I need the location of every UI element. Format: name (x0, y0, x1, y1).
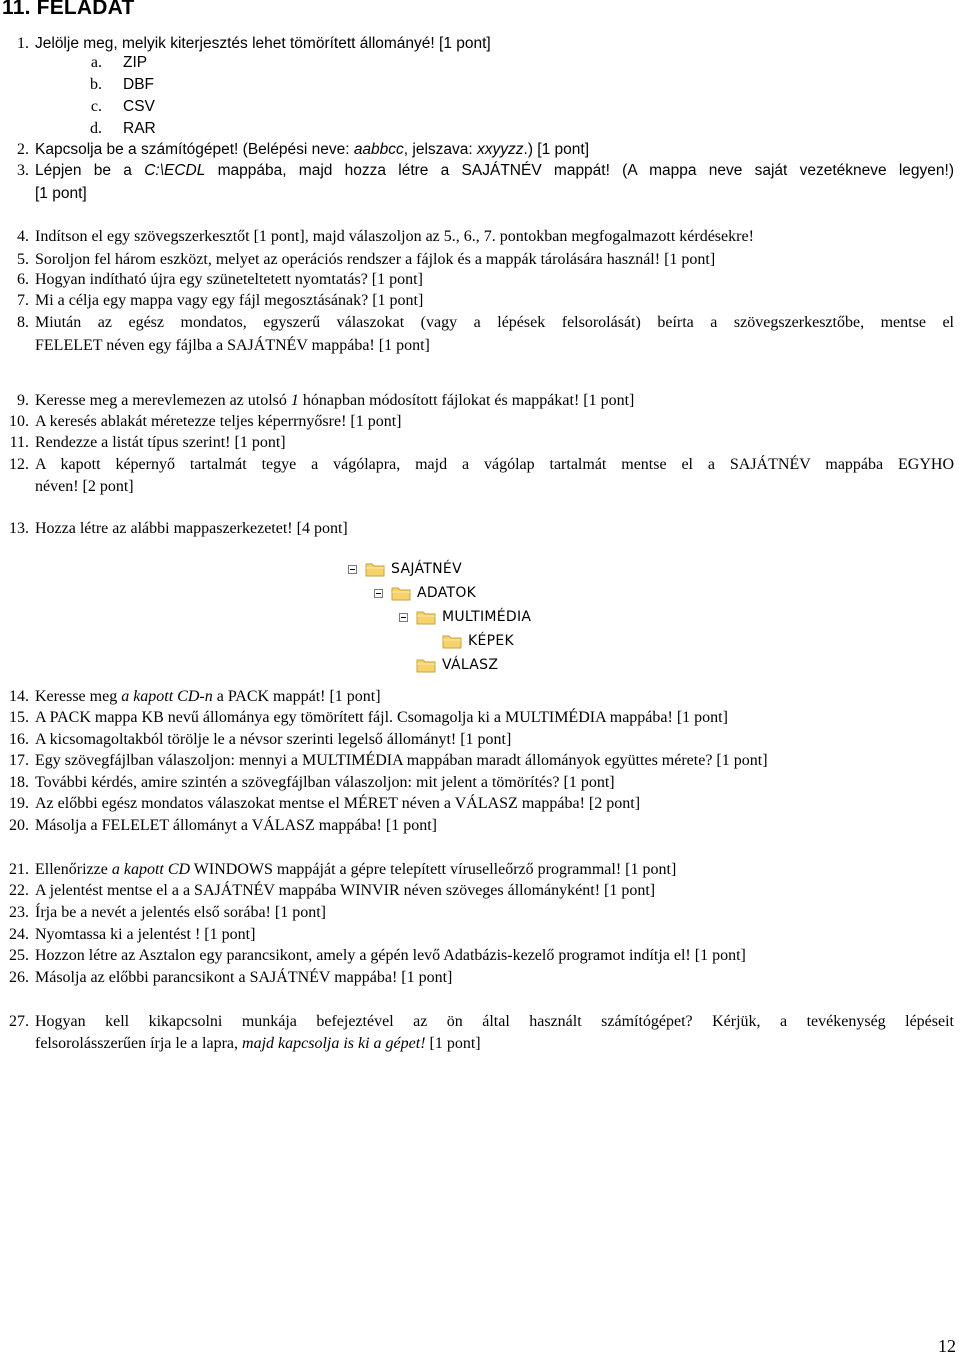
item-number: 22. (9, 882, 29, 899)
item-text: Írja be a nevét a jelentés első sorába! [1 pont] (35, 904, 326, 921)
item-number: a. (90, 54, 102, 71)
collapse-icon (374, 589, 383, 598)
folder-label: VÁLASZ (442, 657, 499, 673)
justified-line (35, 313, 954, 333)
item-text: Egy szövegfájlban válaszoljon: mennyi a MULTIMÉDIA mappában maradt állományok együttes mérete? [1 pont] (35, 752, 768, 769)
italic-text: a kapott CD (111, 861, 191, 878)
item-text: A kicsomagoltakból törölje le a névsor szerinti legelső állományt! [1 pont] (35, 731, 512, 748)
item-text: Hozza létre az alábbi mappaszerkezetet! [4 pont] (35, 520, 348, 537)
item-number: 10. (9, 413, 29, 430)
item-number: 23. (9, 904, 29, 921)
italic-text: xxyyzz (477, 141, 524, 158)
text-run: .) [1 pont] (523, 141, 590, 158)
item-number: 6. (17, 271, 29, 288)
item-text: [1 pont] (35, 185, 87, 202)
justified-line (35, 161, 954, 181)
collapse-icon (348, 565, 357, 574)
folder-icon (416, 609, 436, 625)
folder-icon (416, 657, 436, 673)
italic-text: majd kapcsolja is ki a gépet! (242, 1035, 426, 1052)
item-number: 8. (17, 314, 29, 331)
item-number: 3. (17, 162, 29, 179)
item-text: A keresés ablakát méretezze teljes képerrnyősre! [1 pont] (35, 413, 402, 430)
item-text (35, 140, 589, 160)
item-number: d. (90, 120, 102, 137)
item-number: 12. (9, 456, 29, 473)
item-text: Másolja az előbbi parancsikont a SAJÁTNÉV mappába! [1 pont] (35, 969, 453, 986)
item-text: Másolja a FELELET állományt a VÁLASZ mappába! [1 pont] (35, 817, 437, 834)
text-run: , jelszava: (403, 141, 478, 158)
page-number: 12 (938, 1336, 956, 1356)
text-run: Ellenőrizze (35, 861, 112, 878)
item-number: 1. (17, 35, 29, 52)
text-run: hónapban módosított fájlokat és mappákat! [1 pont] (298, 392, 635, 409)
item-text: néven! [2 pont] (35, 478, 134, 495)
item-text: Rendezze a listát típus szerint! [1 pont] (35, 434, 286, 451)
collapse-icon (399, 613, 408, 622)
item-text: Indítson el egy szövegszerkesztőt [1 pont], majd válaszoljon az 5., 6., 7. pontokban megfogalmazott kérdésekre! (35, 228, 754, 245)
item-number: 15. (9, 709, 29, 726)
item-text (35, 687, 381, 707)
item-number: 24. (9, 926, 29, 943)
text-run: Keresse meg (35, 688, 122, 705)
item-number: 19. (9, 795, 29, 812)
tree-node (399, 606, 531, 628)
italic-text: 1 (290, 392, 299, 409)
item-number: 9. (17, 392, 29, 409)
text-run: A kapott képernyő tartalmát tegye a vágólapra, majd a vágólap tartalmát mentse el a SAJÁTNÉV mappába EGYHO (35, 456, 954, 473)
item-text (35, 1012, 954, 1032)
folder-label: MULTIMÉDIA (442, 609, 532, 625)
item-number: 21. (9, 861, 29, 878)
item-text: További kérdés, amire szintén a szövegfájlban válaszoljon: mit jelent a tömörítés? [1 pont] (35, 774, 615, 791)
text-run: mappába, majd hozza létre a SAJÁTNÉV mappát! (A mappa neve saját vezetékneve legyen!) (205, 162, 955, 179)
italic-text: a kapott CD-n (121, 688, 213, 705)
item-text: CSV (123, 98, 155, 115)
folder-label: SAJÁTNÉV (391, 561, 462, 577)
item-number: 17. (9, 752, 29, 769)
item-number: 26. (9, 969, 29, 986)
item-number: 20. (9, 817, 29, 834)
text-run: a PACK mappát! [1 pont] (212, 688, 381, 705)
item-number: c. (90, 98, 102, 115)
item-number: 18. (9, 774, 29, 791)
text-run: Miután az egész mondatos, egyszerű válaszokat (vagy a lépések felsorolását) beírta a szövegszerkesztőbe, mentse el (35, 314, 954, 331)
italic-text: C:\ECDL (144, 162, 206, 179)
text-run: Keresse meg a merevlemezen az utolsó (35, 392, 291, 409)
tree-node (442, 630, 514, 652)
tree-node (416, 654, 498, 676)
item-text: ZIP (123, 54, 148, 71)
item-number: 4. (17, 228, 29, 245)
italic-text: aabbcc (353, 141, 404, 158)
item-number: b. (90, 76, 102, 93)
page-title: 11. FELADAT (2, 0, 135, 19)
item-text: Hozzon létre az Asztalon egy parancsikont, amely a gépén levő Adatbázis-kezelő programot indítja el! [1 pont] (35, 947, 746, 964)
item-text (35, 391, 634, 411)
item-text: Mi a célja egy mappa vagy egy fájl megosztásának? [1 pont] (35, 292, 424, 309)
folder-label: KÉPEK (468, 633, 514, 649)
folder-icon (365, 561, 385, 577)
item-number: 7. (17, 292, 29, 309)
item-number: 14. (9, 688, 29, 705)
folder-icon (442, 633, 462, 649)
item-number: 16. (9, 731, 29, 748)
text-run: Kapcsolja be a számítógépet! (Belépési neve: (35, 141, 354, 158)
item-text: A PACK mappa KB nevű állománya egy tömörített fájl. Csomagolja ki a MULTIMÉDIA mappába! [1 pont] (35, 709, 728, 726)
item-text: RAR (123, 120, 156, 137)
item-number: 11. (9, 434, 29, 451)
item-text (35, 860, 676, 880)
tree-node (374, 582, 476, 604)
item-text (35, 1034, 481, 1054)
item-text: FELELET néven egy fájlba a SAJÁTNÉV mappába! [1 pont] (35, 337, 430, 354)
item-text (35, 455, 954, 475)
item-text: Jelölje meg, melyik kiterjesztés lehet tömörített állományé! [1 pont] (35, 35, 491, 52)
item-number: 27. (9, 1013, 29, 1030)
tree-node (348, 558, 462, 580)
item-text: Soroljon fel három eszközt, melyet az operációs rendszer a fájlok és a mappák tárolására használ! [1 pont] (35, 251, 716, 268)
text-run: Lépjen be a (35, 162, 145, 179)
item-text: Hogyan indítható újra egy szüneteltetett nyomtatás? [1 pont] (35, 271, 423, 288)
item-number: 2. (17, 141, 29, 158)
folder-label: ADATOK (417, 585, 477, 601)
text-run: Hogyan kell kikapcsolni munkája befejeztével az ön által használt számítógépet? Kérjük, a tevékenység lépéseit (35, 1013, 954, 1030)
item-text (35, 313, 954, 333)
justified-line (35, 455, 954, 475)
item-text: Nyomtassa ki a jelentést ! [1 pont] (35, 926, 256, 943)
item-text (35, 161, 954, 181)
item-number: 25. (9, 947, 29, 964)
item-text: A jelentést mentse el a a SAJÁTNÉV mappába WINVIR néven szöveges állományként! [1 pont] (35, 882, 656, 899)
item-number: 5. (17, 251, 29, 268)
justified-line (35, 1012, 954, 1032)
text-run: [1 pont] (425, 1035, 481, 1052)
item-text: DBF (123, 76, 154, 93)
item-text: Az előbbi egész mondatos válaszokat mentse el MÉRET néven a VÁLASZ mappába! [2 pont] (35, 795, 641, 812)
item-number: 13. (9, 520, 29, 537)
text-run: WINDOWS mappáját a gépre telepített víruselleőrző programmal! [1 pont] (190, 861, 677, 878)
text-run: felsorolásszerűen írja le a lapra, (35, 1035, 243, 1052)
folder-icon (391, 585, 411, 601)
